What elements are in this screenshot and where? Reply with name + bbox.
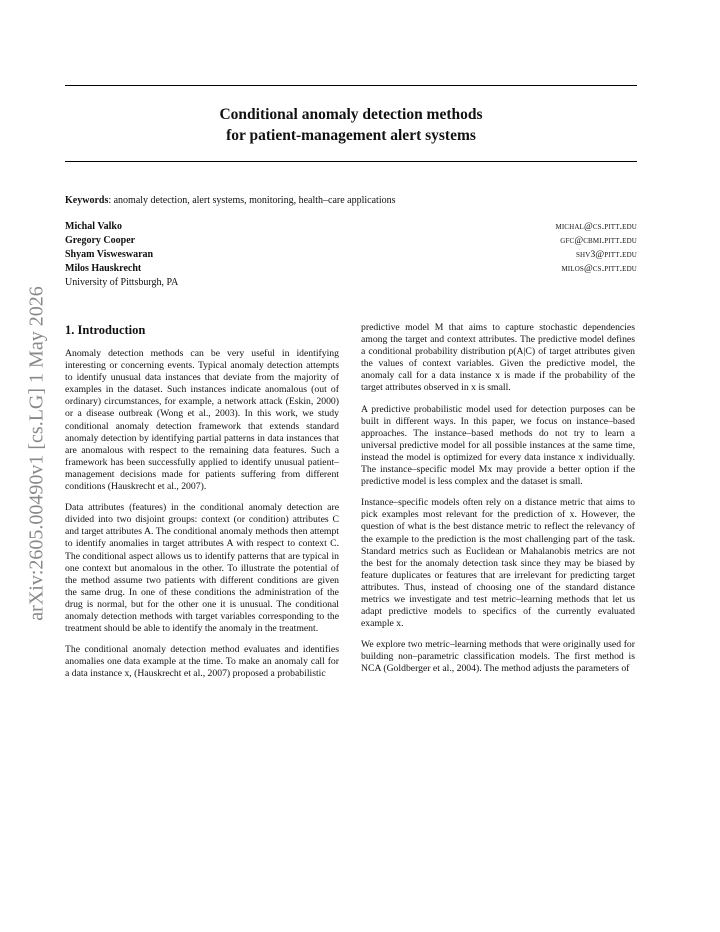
paper-title [65, 104, 637, 146]
section-title: Introduction [77, 323, 146, 337]
section-heading [65, 322, 339, 338]
author-row [65, 262, 637, 276]
author-block [65, 220, 637, 290]
paragraph: predictive model M that aims to capture stochastic dependencies among the target and context attributes. The predictive model defines a conditional probability distribution p(A|C) of target attributes given the values of context variables. Given the predictive model, the anomaly call for a data instance x is made if the probability of the target attributes observed in x is small. [361, 322, 635, 394]
author-name: Milos Hauskrecht [65, 263, 142, 274]
arxiv-side-stamp [7, 262, 57, 652]
title-line-2: for patient-management alert systems [226, 127, 476, 144]
paragraph: We explore two metric–learning methods that were originally used for building non–parametric classification models. The first method is NCA (Goldberger et al., 2004). The method adjusts the parameters of [361, 639, 635, 675]
keywords [65, 194, 395, 207]
right-column [361, 322, 635, 685]
author-row [65, 248, 637, 262]
paragraph: A predictive probabilistic model used for detection purposes can be built in different ways. In this paper, we focus on instance–based approaches. The instance–based methods do not try to learn a universal predictive model for all possible instances at the same time, instead the model is optimized for every data instance x individually. The instance–specific model Mx may provide a better option if the predictive model is less complex and the dataset is small. [361, 403, 635, 488]
paragraph: The conditional anomaly detection method evaluates and identifies anomalies one data example at the time. To make an anomaly call for a data instance x, (Hauskrecht et al., 2007) proposed a probabilistic [65, 644, 339, 680]
author-email: shv3@pitt.edu [576, 250, 637, 260]
arxiv-identifier: arXiv:2605.00490v1 [cs.LG] 1 May 2026 [25, 286, 48, 621]
author-name: Michal Valko [65, 221, 122, 232]
top-rule [65, 85, 637, 86]
left-column [65, 322, 339, 689]
author-row [65, 234, 637, 248]
author-name: Shyam Visweswaran [65, 249, 154, 260]
paragraph: Anomaly detection methods can be very useful in identifying interesting or concerning events. Typical anomaly detection attempts to identify unusual data instances that deviate from the majority of examples in the dataset. Such instances indicate anomalous (out of ordinary) circumstances, for example, a network attack (Eskin, 2000) or a disease outbreak (Wong et al., 2003). In this work, we study conditional anomaly detection framework that extends standard anomaly detection by identifying partial patterns in data instances that are anomalous with respect to the remaining data features. Such a framework has been successfully applied to identify unusual patient–management decisions made for patients suffering from different conditions (Hauskrecht et al., 2007). [65, 348, 339, 493]
keywords-text: : anomaly detection, alert systems, monitoring, health–care applications [108, 195, 396, 206]
author-email: milos@cs.pitt.edu [561, 264, 637, 274]
bottom-title-rule [65, 161, 637, 162]
author-name: Gregory Cooper [65, 235, 136, 246]
section-number: 1. [65, 323, 75, 337]
keywords-label: Keywords [65, 195, 109, 206]
author-email: michal@cs.pitt.edu [555, 222, 637, 232]
author-row [65, 220, 637, 234]
title-line-1: Conditional anomaly detection methods [219, 106, 483, 123]
author-email: gfc@cbmi.pitt.edu [560, 236, 637, 246]
paragraph: Data attributes (features) in the conditional anomaly detection are divided into two disjoint groups: context (or condition) attributes C and target attributes A. The conditional anomaly methods then attempt to identify anomalies in target attributes A with respect to context C. The conditional aspect allows us to identify patterns that are typical in one context but anomalous in the other. To illustrate the potential of the method assume two patients with different conditions are given the same drug. In one of these conditions the administration of the drug is normal, but for the other one it is unusual. The conditional anomaly detection methods with target variables corresponding to the treatment should be able to identify the anomaly in the treatment. [65, 502, 339, 635]
paragraph: Instance–specific models often rely on a distance metric that aims to pick examples most relevant for the prediction of x. However, the question of what is the best distance metric to reflect the relevancy of the example to the prediction is the most challenging part of the task. Standard metrics such as Euclidean or Mahalanobis metrics are not the best for the anomaly detection task since they may be biased by feature duplicates or features that are irrelevant for predicting target attributes. Thus, instead of choosing one of the standard distance metrics we investigate and test metric–learning methods that let us adapt predictive models to specifics of the currently evaluated example x. [361, 497, 635, 630]
affiliation: University of Pittsburgh, PA [65, 277, 179, 288]
